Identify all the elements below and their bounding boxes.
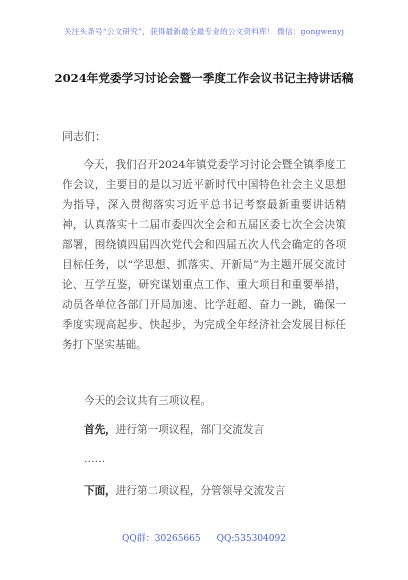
agenda-item-next <box>84 483 285 498</box>
footer-qq-group: QQ群：30265665 <box>122 534 201 544</box>
agenda-intro: 今天的会议共有三项议程。 <box>84 395 212 407</box>
footer-qq-number: QQ:535304092 <box>216 534 286 544</box>
header-banner: 关注头条号“公文研究”，获得最新最全最专业的公文资料库！ 微信：gongwenyj <box>63 27 345 36</box>
agenda-item-first <box>84 422 264 437</box>
paragraph-opening: 今天，我们召开2024年镇党委学习讨论会暨全镇季度工作会议，主要目的是以习近平新时代中国特色社会主义思想为指导，深入贯彻落实习近平总书记考察最新重要讲话精神，认真落实十二届市委四次全会和五届区委七次全会决策部署，围绕镇四届四次党代会和四届五次人代会确定的各项目标任务，以“学思想、抓落实、开新局”为主题开展交流讨论、互学互鉴，研究谋划重点工作、重大项目和重要举措，动员各单位各部门开局加速、比学赶超、奋力一跳，确保一季度实现高起步、快起步，为完成全年经济社会发展目标任务打下坚实基础。 <box>62 159 346 351</box>
salutation: 同志们： <box>62 130 106 143</box>
document-title: 2024年党委学习讨论会暨一季度工作会议书记主持讲话稿 <box>54 71 354 85</box>
agenda-item-first-text: 进行第一项议程，部门交流发言 <box>115 424 265 436</box>
agenda-item-next-text: 进行第二项议程，分管领导交流发言 <box>115 485 286 497</box>
footer-contact <box>0 531 408 544</box>
agenda-item-first-lead: 首先， <box>84 424 116 436</box>
agenda-item-next-lead: 下面， <box>84 485 116 497</box>
ellipsis: …… <box>84 453 106 465</box>
